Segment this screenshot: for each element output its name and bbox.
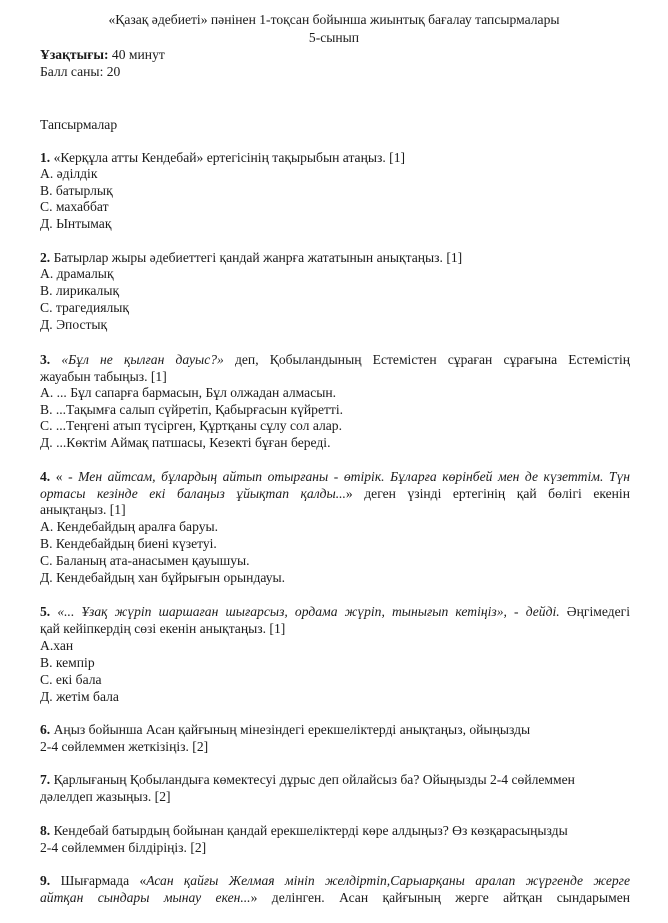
question-8 [40,823,568,839]
question-6 [40,722,530,738]
question-quote: айтқан сындары мынау екен... [40,890,251,905]
question-3-cont: жауабын табыңыз. [1] [40,369,167,384]
question-5-cont: қай кейіпкердің сөзі екенін анықтаңыз. [1] [40,621,286,636]
q4-option-d: Д. Кендебайдың хан бұйрығын орындауы. [40,570,286,585]
q1-option-a: А. әділдік [40,166,98,181]
q3-option-d: Д. ...Көктім Аймақ патшасы, Кезекті бұған береді. [40,435,331,450]
q1-option-c: С. махаббат [40,199,109,214]
q5-option-a: А.хан [40,638,74,653]
question-4-cont [40,486,630,502]
question-7-cont: дәлелдеп жазыңыз. [2] [40,789,171,804]
question-text: деп, Қобыландының Естемістен сұраған сұрағына Естемістің [234,352,630,367]
q1-option-b: В. батырлық [40,183,113,198]
question-quote: Асан қайғы Желмая мініп желдіртіп,Сарыарқаны аралап жүргенде жерге [146,873,630,888]
question-number: 3. [40,352,51,367]
question-text: Аңыз бойынша Асан қайғының мінезіндегі ерекшеліктерді анықтаңыз, ойыңызды [53,722,531,737]
question-3 [40,352,630,368]
grade-label: 5-сынып [308,30,360,45]
question-5 [40,604,630,620]
question-number: 4. [40,469,51,484]
question-text: Шығармада « [60,873,147,888]
question-9-cont [40,890,630,906]
question-text: » делінген. Асан қайғының жерге айтқан сындарымен [250,890,631,905]
question-number: 6. [40,722,51,737]
question-quote: Мен айтсам, бұлардың айтып отырғаны - өтірік. Бұларға көрінбей мен де күзеттім. Түн [78,469,630,484]
question-9 [40,873,630,889]
question-number: 5. [40,604,51,619]
duration-line [40,47,165,63]
question-2 [40,250,462,266]
document-title: «Қазақ әдебиеті» пәнінен 1-тоқсан бойынша жиынтық бағалау тапсырмалары [108,12,560,27]
question-quote: ортасы кезінде екі балаңыз ұйықтап қалды... [40,486,346,501]
q5-option-d: Д. жетім бала [40,689,119,704]
question-8-cont: 2-4 сөйлеммен білдіріңіз. [2] [40,840,207,855]
section-title: Тапсырмалар [40,117,118,132]
q2-option-b: В. лирикалық [40,283,120,298]
duration-value: 40 минут [111,47,165,62]
question-text: Батырлар жыры әдебиеттегі қандай жанрға жататынын анықтаңыз. [1] [53,250,463,265]
question-quote: «... Ұзақ жүріп шаршаған шығарсыз, ордама жүріп, тынығып кетіңіз», - дейді. [57,604,560,619]
question-4-end: анықтаңыз. [1] [40,502,126,517]
question-text: » деген үзінді ертегінің қай бөлігі екенін [345,486,630,501]
q2-option-d: Д. Эпостық [40,317,108,332]
quote-open: « - [55,469,73,484]
q5-option-c: С. екі бала [40,672,102,687]
question-1 [40,150,405,166]
score-line: Балл саны: 20 [40,64,121,79]
q3-option-c: С. ...Теңгені атып түсірген, Құртқаны сұлу сол алар. [40,418,342,433]
question-text: Кендебай батырдың бойынан қандай ерекшеліктерді көре алдыңыз? Өз көзқарасыңызды [53,823,568,838]
question-text: Әңгімедегі [566,604,630,619]
q4-option-b: В. Кендебайдың биені күзетуі. [40,536,217,551]
q3-option-a: А. ... Бұл сапарға бармасын, Бұл олжадан алмасын. [40,385,337,400]
q4-option-a: А. Кендебайдың аралға баруы. [40,519,219,534]
question-text: Қарлығаның Қобыландыға көмектесуі дұрыс деп ойлайсыз ба? Ойыңызды 2-4 сөйлеммен [53,772,575,787]
q3-option-b: В. ...Тақымға салып сүйретіп, Қабырғасын күйретті. [40,402,344,417]
q4-option-c: С. Баланың ата-анасымен қауышуы. [40,553,250,568]
q1-option-d: Д. Ынтымақ [40,216,112,231]
question-number: 9. [40,873,51,888]
question-quote: «Бұл не қылған дауыс?» [61,352,224,367]
question-number: 1. [40,150,51,165]
duration-label: Ұзақтығы: [40,47,109,62]
q5-option-b: В. кемпір [40,655,95,670]
question-number: 2. [40,250,51,265]
question-number: 7. [40,772,51,787]
q2-option-a: А. драмалық [40,266,114,281]
q2-option-c: С. трагедиялық [40,300,130,315]
question-4 [40,469,630,485]
question-7 [40,772,575,788]
question-text: «Керқұла атты Кендебай» ертегісінің тақырыбын атаңыз. [1] [53,150,406,165]
question-number: 8. [40,823,51,838]
question-6-cont: 2-4 сөйлеммен жеткізіңіз. [2] [40,739,209,754]
